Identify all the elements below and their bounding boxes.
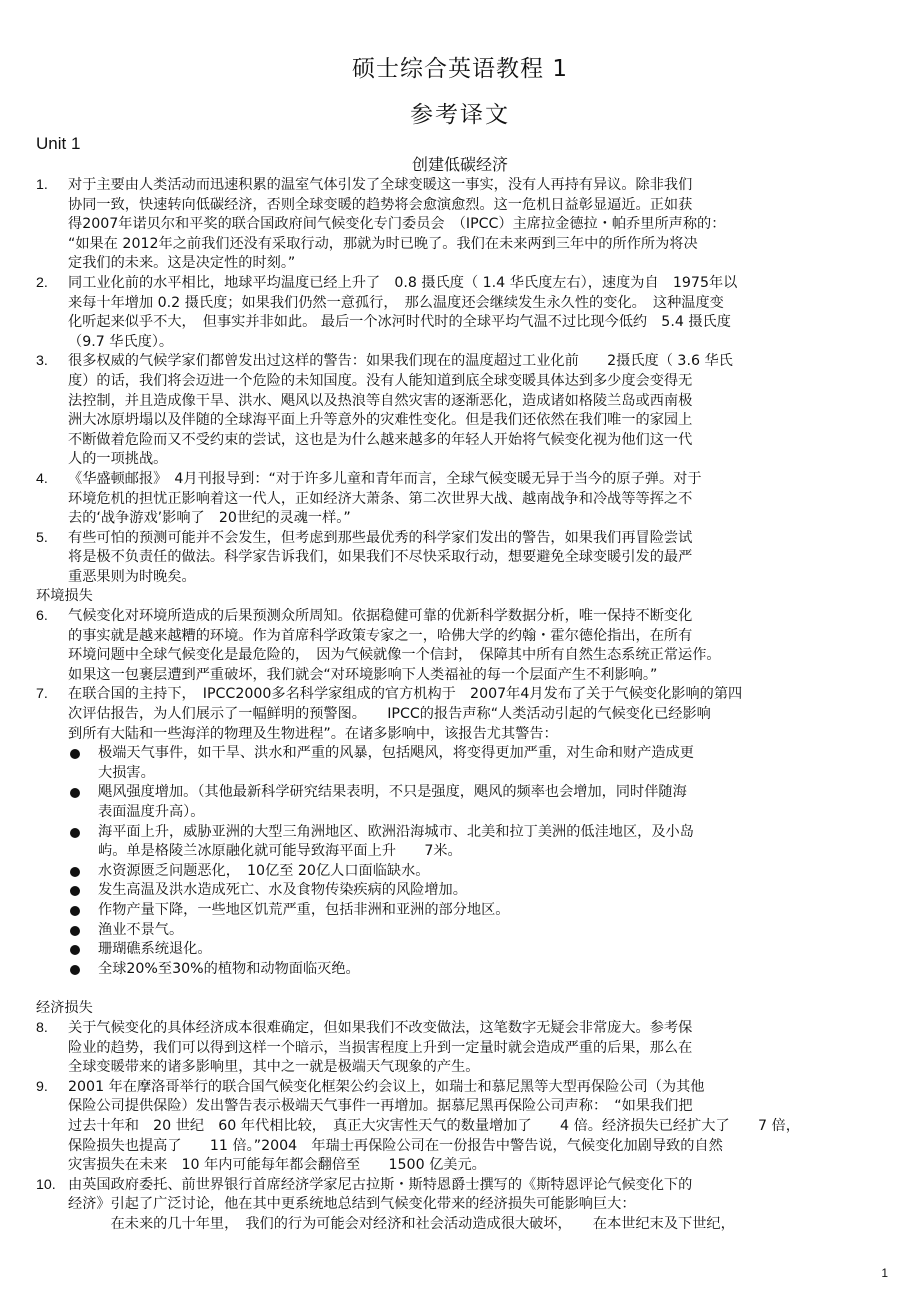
paragraph-line: 到所有大陆和一些海洋的物理及生物进程”。在诸多影响中，该报告尤其警告： <box>68 725 558 742</box>
paragraph-line: 险业的趋势，我们可以得到这样一个暗示，当损害程度上升到一定量时就会造成严重的后果，那么在 <box>68 1039 693 1056</box>
paragraph-line: 去的‘战争游戏’影响了 20世纪的灵魂一样。” <box>68 510 351 527</box>
bullet-item <box>68 940 884 960</box>
bullet-dot-icon <box>70 828 80 838</box>
unit-label: Unit 1 <box>36 134 81 153</box>
bullet-dot-icon <box>70 926 80 936</box>
paragraph-line: 在联合国的主持下， IPCC2000多名科学家组成的官方机构于 2007年4月发布了关于气候变化影响的第四 <box>68 686 743 703</box>
paragraph-line: 不断做着危险而又不受约束的尝试，这也是为什么越来越多的年轻人开始将气候变化视为他们这一代 <box>68 431 693 448</box>
paragraph-line: 过去十年和 20 世纪 60 年代相比较， 真正大灾害性天气的数量增加了 4 倍。经济损失已经扩大了 7 倍， <box>68 1117 800 1134</box>
bullet-item <box>68 960 884 980</box>
numbered-paragraph <box>36 176 884 274</box>
paragraph-line: 环境危机的担忧正影响着这一代人，正如经济大萧条、第二次世界大战、越南战争和冷战等等挥之不 <box>68 490 693 507</box>
bullet-line: 渔业不景气。 <box>98 921 184 938</box>
numbered-paragraph <box>36 529 884 588</box>
bullet-line: 极端天气事件，如干旱、洪水和严重的风暴，包括飓风，将变得更加严重，对生命和财产造成更 <box>98 745 694 762</box>
bullet-line: 作物产量下降，一些地区饥荒严重，包括非洲和亚洲的部分地区。 <box>98 901 510 918</box>
numbered-paragraph <box>36 1078 884 1176</box>
document-body <box>36 176 884 1234</box>
impact-bullet-list <box>68 744 884 979</box>
paragraphs-group-a <box>36 176 884 587</box>
paragraph-line: 如果这一包裹层遭到严重破坏，我们就会“对环境影响下人类福祉的每一个层面产生不利影响。” <box>68 666 658 683</box>
bullet-line: 海平面上升，威胁亚洲的大型三角洲地区、欧洲沿海城市、北美和拉丁美洲的低洼地区，及小岛 <box>98 823 694 840</box>
bullet-dot-icon <box>70 867 80 877</box>
bullet-dot-icon <box>70 886 80 896</box>
paragraph-number: 9. <box>36 1078 48 1095</box>
paragraph-line: 很多权威的气候学家们都曾发出过这样的警告：如果我们现在的温度超过工业化前 2摄氏度（ 3.6 华氏 <box>68 353 733 370</box>
page-number: 1 <box>881 1266 888 1280</box>
bullet-item <box>68 862 884 882</box>
paragraph-line: 保险损失也提高了 11 倍。”2004 年瑞士再保险公司在一份报告中警告说，气候变化加剧导致的自然 <box>68 1137 723 1154</box>
bullet-line: 发生高温及洪水造成死亡、水及食物传染疾病的风险增加。 <box>98 882 467 899</box>
paragraph-number: 6. <box>36 608 48 625</box>
paragraph-line: 在未来的几十年里， 我们的行为可能会对经济和社会活动造成很大破坏， 在本世纪末及下世纪， <box>68 1215 735 1232</box>
bullet-line: 全球20%至30%的植物和动物面临灭绝。 <box>98 960 360 977</box>
paragraph-line: 环境问题中全球气候变化是最危险的， 因为气候就像一个信封， 保障其中所有自然生态系统正常运作。 <box>68 647 721 664</box>
paragraph-line: 人的一项挑战。 <box>68 451 168 468</box>
paragraph-number: 8. <box>36 1019 48 1036</box>
bullet-dot-icon <box>70 965 80 975</box>
bullet-line: 珊瑚礁系统退化。 <box>98 941 212 958</box>
document-title: 硕士综合英语教程 1 <box>352 56 568 82</box>
numbered-paragraph <box>36 352 884 470</box>
bullet-item <box>68 901 884 921</box>
numbered-paragraph <box>36 1176 884 1235</box>
paragraph-line: 经济》引起了广泛讨论，他在其中更系统地总结到气候变化带来的经济损失可能影响巨大： <box>68 1196 636 1213</box>
section-title: 创建低碳经济 <box>411 155 508 174</box>
paragraph-line: 全球变暖带来的诸多影响里，其中之一就是极端天气现象的产生。 <box>68 1059 480 1076</box>
bullet-dot-icon <box>70 906 80 916</box>
paragraph-line: 将是极不负责任的做法。科学家告诉我们，如果我们不尽快采取行动，想要避免全球变暖引发的最严 <box>68 549 693 566</box>
bullet-line: 表面温度升高）。 <box>98 804 205 820</box>
paragraph-line: 气候变化对环境所造成的后果预测众所周知。依据稳健可靠的优新科学数据分析，唯一保持不断变化 <box>68 608 693 625</box>
paragraph-number: 5. <box>36 529 48 546</box>
bullet-line: 飓风强度增加。（其他最新科学研究结果表明，不只是强度，飓风的频率也会增加，同时伴随海 <box>98 784 687 801</box>
paragraphs-group-c <box>36 1019 884 1235</box>
spacer <box>36 979 884 999</box>
paragraph-line: 有些可怕的预测可能并不会发生，但考虑到那些最优秀的科学家们发出的警告，如果我们再冒险尝试 <box>68 529 693 546</box>
bullet-line: 大损害。 <box>98 764 155 781</box>
bullet-item <box>68 921 884 941</box>
paragraph-line: （9.7 华氏度）。 <box>68 333 174 350</box>
numbered-paragraph <box>36 470 884 529</box>
paragraph-line: 保险公司提供保险）发出警告表示极端天气事件一再增加。据慕尼黑再保险公司声称： “如果我们把 <box>68 1098 693 1115</box>
numbered-paragraph <box>36 685 884 744</box>
paragraph-line: 洲大冰原坍塌以及伴随的全球海平面上升等意外的灾难性变化。但是我们还依然在我们唯一的家园上 <box>68 412 693 429</box>
paragraph-line: “如果在 2012年之前我们还没有采取行动，那就为时已晚了。我们在未来两到三年中的所作所为将决 <box>68 235 698 252</box>
paragraph-number: 1. <box>36 177 48 193</box>
paragraph-line: 对于主要由人类活动而迅速积累的温室气体引发了全球变暖这一事实，没有人再持有异议。除非我们 <box>68 177 693 193</box>
paragraph-line: 关于气候变化的具体经济成本很难确定，但如果我们不改变做法，这笔数字无疑会非常庞大。参考保 <box>68 1019 693 1036</box>
bullet-item <box>68 783 884 822</box>
paragraph-line: 2001 年在摩洛哥举行的联合国气候变化框架公约会议上，如瑞士和慕尼黑等大型再保险公司（为其他 <box>68 1078 705 1095</box>
bullet-dot-icon <box>70 788 80 798</box>
bullet-item <box>68 744 884 783</box>
paragraph-number: 2. <box>36 274 48 291</box>
paragraphs-group-b <box>36 607 884 744</box>
numbered-paragraph <box>36 1019 884 1078</box>
paragraph-line: 灾害损失在未来 10 年内可能每年都会翻倍至 1500 亿美元。 <box>68 1157 486 1174</box>
document-subtitle: 参考译文 <box>410 102 510 128</box>
bullet-item <box>68 881 884 901</box>
paragraph-line: 次评估报告，为人们展示了一幅鲜明的预警图。 IPCC的报告声称“人类活动引起的气候变化已经影响 <box>68 706 711 723</box>
paragraph-line: 度）的话，我们将会迈进一个危险的未知国度。没有人能知道到底全球变暖具体达到多少度会变得无 <box>68 372 693 389</box>
paragraph-line: 的事实就是越来越糟的环境。作为首席科学政策专家之一，哈佛大学的约翰・霍尔德伦指出，在所有 <box>68 627 693 644</box>
paragraph-line: 来每十年增加 0.2 摄氏度；如果我们仍然一意孤行， 那么温度还会继续发生永久性的变化。 这种温度变 <box>68 294 724 311</box>
paragraph-line: 协同一致，快速转向低碳经济，否则全球变暖的趋势将会愈演愈烈。这一危机日益彰显逼近。正如获 <box>68 196 693 213</box>
paragraph-line: 定我们的未来。这是决定性的时刻。” <box>68 255 296 272</box>
paragraph-number: 4. <box>36 470 48 487</box>
paragraph-line: 重恶果则为时晚矣。 <box>68 568 196 585</box>
paragraph-line: 由英国政府委托、前世界银行首席经济学家尼古拉斯・斯特恩爵士撰写的《斯特恩评论气候变化下的 <box>68 1176 693 1193</box>
paragraph-number: 3. <box>36 353 48 370</box>
section-heading-environment: 环境损失 <box>36 588 93 605</box>
bullet-dot-icon <box>70 749 80 759</box>
bullet-dot-icon <box>70 945 80 955</box>
numbered-paragraph <box>36 274 884 352</box>
paragraph-line: 化听起来似乎不大， 但事实并非如此。 最后一个冰河时代时的全球平均气温不过比现今低约 5.4 摄氏度 <box>68 314 731 331</box>
section-heading-economy: 经济损失 <box>36 1000 93 1017</box>
paragraph-line: 同工业化前的水平相比，地球平均温度已经上升了 0.8 摄氏度（ 1.4 华氏度左右），速度为自 1975年以 <box>68 274 738 291</box>
paragraph-line: 法控制，并且造成像干旱、洪水、飓风以及热浪等自然灾害的逐渐恶化，造成诸如格陵兰岛或西南极 <box>68 392 693 409</box>
paragraph-line: 得2007年诺贝尔和平奖的联合国政府间气候变化专门委员会 （IPCC）主席拉金德拉・帕乔里所声称的： <box>68 216 726 233</box>
paragraph-number: 7. <box>36 686 48 703</box>
bullet-item <box>68 823 884 862</box>
bullet-line: 水资源匮乏问题恶化， 10亿至 20亿人口面临缺水。 <box>98 862 430 879</box>
paragraph-line: 《华盛顿邮报》 4月刊报导到：“对于许多儿童和青年而言，全球气候变暖无异于当今的原子弹。对于 <box>68 470 702 487</box>
numbered-paragraph <box>36 607 884 685</box>
bullet-line: 屿。单是格陵兰冰原融化就可能导致海平面上升 7米。 <box>98 843 462 860</box>
paragraph-number: 10. <box>36 1176 56 1193</box>
